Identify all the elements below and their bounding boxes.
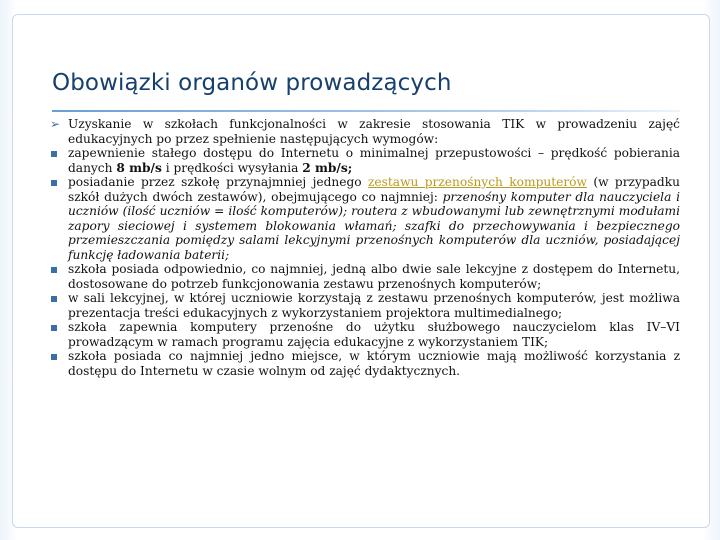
square-bullet-icon	[51, 296, 57, 302]
item-italic-text: przenośny komputer dla nauczyciela i uczniów (ilość uczniów = ilość komputerów); routera z wbudowanymi lub zewnętrznymi modułami zapory sieciowej i systemem blokowania włamań; szafki do przechowywania i bezpiecznego przemieszczania pomiędzy salami lekcyjnymi przenośnych komputerów dla uczniów, posiadającej funkcję ładowania baterii;	[68, 189, 680, 262]
item-text: w sali lekcyjnej, w której uczniowie korzystają z zestawu przenośnych komputerów, jest możliwa prezentacja treści edukacyjnych z wykorzystaniem projektora multimedialnego;	[68, 291, 680, 320]
item-text: szkoła posiada co najmniej jedno miejsce, w którym uczniowie mają możliwość korzystania z dostępu do Internetu w czasie wolnym od zajęć dydaktycznych.	[68, 349, 680, 378]
upload-speed: 2 mb/s;	[302, 160, 353, 175]
item-text: (w przypadku szkół dużych dwóch zestawów), obejmującego co najmniej:	[68, 175, 680, 204]
square-bullet-icon	[51, 325, 57, 331]
item-text: szkoła posiada odpowiednio, co najmniej, jedną albo dwie sale lekcyjne z dostępem do Internetu, dostosowane do potrzeb funkcjonowania zestawu przenośnych komputerów;	[68, 262, 680, 291]
list-item	[50, 262, 680, 291]
item-text: zapewnienie stałego dostępu do Internetu o minimalnej przepustowości – prędkość pobierania danych	[68, 146, 680, 175]
list-item	[50, 146, 680, 175]
square-bullet-icon	[51, 267, 57, 273]
bullet-list	[50, 117, 680, 378]
computer-set-link[interactable]: zestawu przenośnych komputerów	[368, 175, 587, 189]
arrow-bullet-icon: ➢	[50, 117, 61, 131]
square-bullet-icon	[51, 180, 57, 186]
list-item	[50, 175, 680, 262]
list-item	[50, 320, 680, 349]
square-bullet-icon	[51, 354, 57, 360]
lead-item	[50, 117, 680, 146]
item-text: posiadanie przez szkołę przynajmniej jednego	[68, 175, 369, 189]
lead-text: Uzyskanie w szkołach funkcjonalności w zakresie stosowania TIK w prowadzeniu zajęć edukacyjnych po przez spełnienie następujących wymogów:	[68, 117, 680, 146]
list-item	[50, 291, 680, 320]
download-speed: 8 mb/s	[116, 160, 162, 175]
item-text: szkoła zapewnia komputery przenośne do użytku służbowego nauczycielom klas IV–VI prowadzącym w ramach programu zajęcia edukacyjne z wykorzystaniem TIK;	[68, 320, 680, 349]
item-text: i prędkości wysyłania	[161, 160, 303, 175]
square-bullet-icon	[51, 151, 57, 157]
title-underline	[52, 110, 680, 112]
list-item	[50, 349, 680, 378]
slide-title: Obowiązki organów prowadzących	[52, 70, 452, 96]
